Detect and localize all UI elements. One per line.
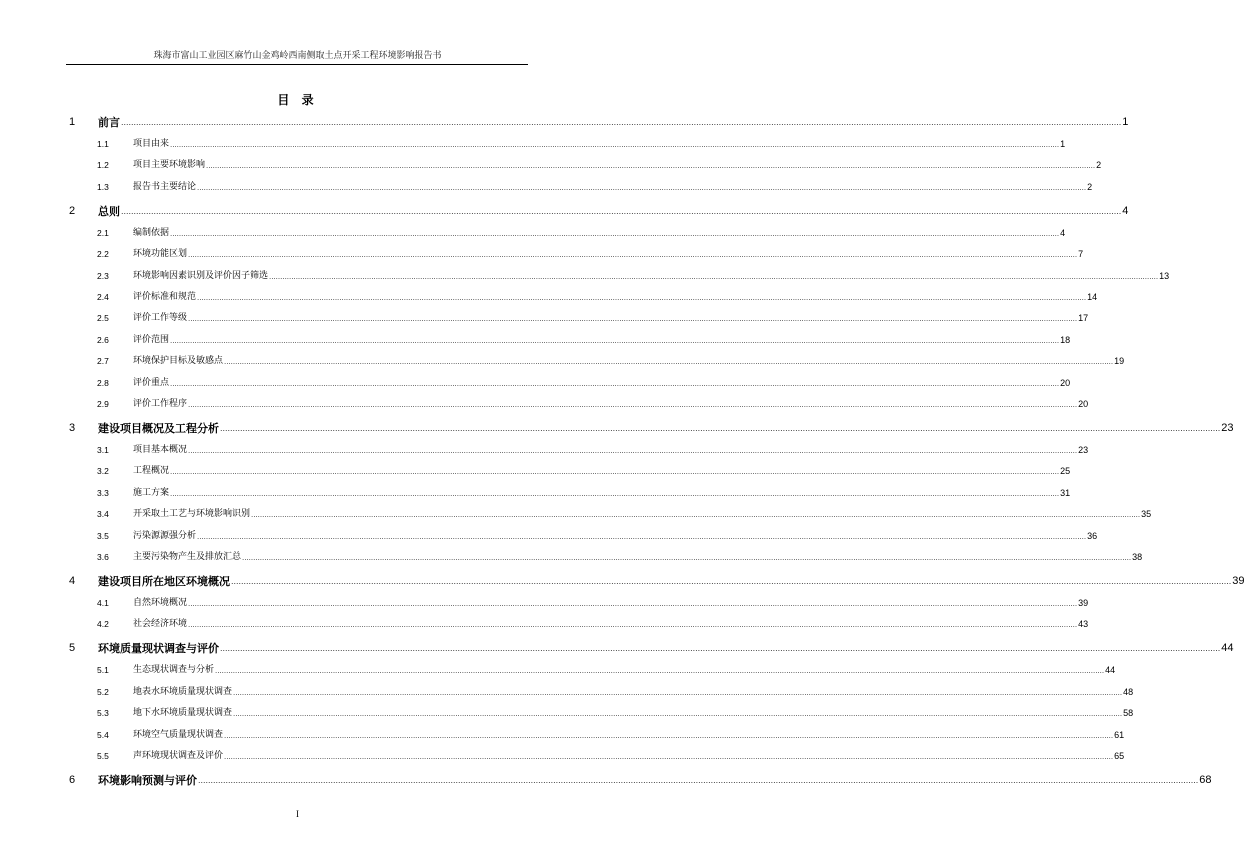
toc-section-entry[interactable] bbox=[97, 356, 1125, 367]
toc-section-entry[interactable] bbox=[97, 619, 1089, 630]
toc-entry-title: 编制依据 bbox=[133, 227, 170, 238]
toc-entry-title: 地下水环境质量现状调查 bbox=[133, 708, 233, 719]
toc-entry-title: 评价工作程序 bbox=[133, 399, 188, 409]
toc-entry-number: 3 bbox=[69, 422, 76, 434]
dot-leader: ................................................................................................................................................................................................................................................................................................................................................................................................................ bbox=[224, 752, 1114, 761]
toc-entry-title: 主要污染物产生及排放汇总 bbox=[133, 552, 242, 562]
toc-section-entry[interactable] bbox=[97, 509, 1152, 520]
toc-section-entry[interactable] bbox=[97, 160, 1102, 171]
toc-entry-page: 44 bbox=[1105, 665, 1116, 676]
dot-leader: ................................................................................................................................................................................................................................................................................................................................................................................................................ bbox=[220, 643, 1221, 654]
toc-entry-number: 2.6 bbox=[97, 334, 109, 345]
toc-entry-page: 20 bbox=[1078, 399, 1089, 409]
toc-entry-number: 6 bbox=[69, 774, 76, 786]
toc-entry-page: 43 bbox=[1078, 619, 1089, 630]
toc-entry-title: 生态现状调查与分析 bbox=[133, 665, 215, 676]
toc-entry-number: 3.4 bbox=[97, 509, 109, 520]
toc-entry-page: 25 bbox=[1060, 466, 1071, 477]
toc-entry-number: 4.2 bbox=[97, 619, 109, 630]
dot-leader: ................................................................................................................................................................................................................................................................................................................................................................................................................ bbox=[206, 161, 1096, 171]
toc-entry-number: 3.6 bbox=[97, 552, 109, 562]
dot-leader: ................................................................................................................................................................................................................................................................................................................................................................................................................ bbox=[220, 423, 1221, 433]
toc-entry-title: 社会经济环境 bbox=[133, 619, 188, 630]
dot-leader: ................................................................................................................................................................................................................................................................................................................................................................................................................ bbox=[121, 117, 1122, 127]
dot-leader: ................................................................................................................................................................................................................................................................................................................................................................................................................ bbox=[188, 400, 1078, 409]
toc-entry-number: 1 bbox=[69, 116, 76, 128]
toc-entry-title: 环境功能区划 bbox=[133, 249, 188, 260]
toc-entry-number: 2.4 bbox=[97, 292, 109, 302]
toc-section-entry[interactable] bbox=[97, 466, 1071, 477]
toc-entry-number: 1.3 bbox=[97, 181, 109, 192]
toc-section-entry[interactable] bbox=[97, 181, 1093, 193]
toc-entry-number: 5.5 bbox=[97, 751, 109, 761]
toc-entry-page: 2 bbox=[1087, 181, 1093, 192]
toc-entry-page: 23 bbox=[1078, 445, 1089, 455]
toc-entry-title: 环境影响预测与评价 bbox=[98, 774, 197, 787]
toc-entry-page: 58 bbox=[1123, 708, 1134, 719]
toc-entry-page: 38 bbox=[1132, 552, 1143, 562]
dot-leader: ................................................................................................................................................................................................................................................................................................................................................................................................................ bbox=[233, 687, 1123, 697]
dot-leader: ................................................................................................................................................................................................................................................................................................................................................................................................................ bbox=[233, 709, 1123, 719]
toc-entry-page: 19 bbox=[1114, 356, 1125, 367]
toc-entry-title: 工程概况 bbox=[133, 466, 170, 477]
dot-leader: ................................................................................................................................................................................................................................................................................................................................................................................................................ bbox=[197, 293, 1087, 302]
toc-entry-title: 环境空气质量现状调查 bbox=[133, 729, 224, 740]
toc-chapter-entry[interactable] bbox=[69, 575, 1244, 588]
toc-entry-title: 项目主要环境影响 bbox=[133, 160, 206, 171]
toc-entry-page: 13 bbox=[1159, 270, 1170, 281]
toc-entry-title: 自然环境概况 bbox=[133, 598, 188, 608]
toc-entry-page: 20 bbox=[1060, 377, 1071, 388]
toc-entry-title: 评价范围 bbox=[133, 334, 170, 345]
toc-entry-page: 48 bbox=[1123, 686, 1134, 697]
dot-leader: ................................................................................................................................................................................................................................................................................................................................................................................................................ bbox=[188, 599, 1078, 608]
toc-entry-page: 4 bbox=[1122, 204, 1129, 217]
toc-entry-page: 31 bbox=[1060, 487, 1071, 498]
dot-leader: ................................................................................................................................................................................................................................................................................................................................................................................................................ bbox=[170, 378, 1060, 388]
dot-leader: ................................................................................................................................................................................................................................................................................................................................................................................................................ bbox=[269, 271, 1159, 281]
toc-entry-page: 7 bbox=[1078, 249, 1084, 260]
dot-leader: ................................................................................................................................................................................................................................................................................................................................................................................................................ bbox=[170, 228, 1060, 238]
toc-entry-title: 施工方案 bbox=[133, 487, 170, 498]
toc-entry-number: 2.8 bbox=[97, 377, 109, 388]
toc-entry-number: 5.3 bbox=[97, 708, 109, 719]
toc-entry-title: 评价重点 bbox=[133, 377, 170, 388]
dot-leader: ................................................................................................................................................................................................................................................................................................................................................................................................................ bbox=[197, 182, 1087, 192]
toc-entry-number: 4 bbox=[69, 575, 76, 587]
dot-leader: ................................................................................................................................................................................................................................................................................................................................................................................................................ bbox=[170, 488, 1060, 498]
toc-section-entry[interactable] bbox=[97, 686, 1134, 698]
toc-chapter-entry[interactable] bbox=[69, 204, 1129, 218]
toc-entry-number: 2.3 bbox=[97, 270, 109, 281]
toc-entry-page: 17 bbox=[1078, 313, 1089, 324]
toc-entry-title: 报告书主要结论 bbox=[133, 181, 197, 192]
toc-entry-title: 总则 bbox=[98, 204, 120, 218]
toc-entry-title: 项目由来 bbox=[133, 139, 170, 149]
toc-section-entry[interactable] bbox=[97, 751, 1125, 762]
page-number: I bbox=[296, 809, 299, 819]
toc-entry-page: 4 bbox=[1060, 227, 1066, 238]
toc-entry-page: 18 bbox=[1060, 334, 1071, 345]
toc-section-entry[interactable] bbox=[97, 139, 1066, 150]
toc-section-entry[interactable] bbox=[97, 665, 1116, 676]
toc-entry-title: 开采取土工艺与环境影响识别 bbox=[133, 509, 251, 520]
toc-entry-page: 35 bbox=[1141, 509, 1152, 520]
running-header: 珠海市富山工业园区麻竹山金鸡岭西南侧取土点开采工程环境影响报告书 bbox=[153, 51, 442, 61]
toc-entry-title: 建设项目所在地区环境概况 bbox=[98, 575, 230, 588]
toc-entry-number: 2.2 bbox=[97, 249, 109, 260]
dot-leader: ................................................................................................................................................................................................................................................................................................................................................................................................................ bbox=[251, 510, 1141, 520]
toc-entry-number: 2.9 bbox=[97, 399, 109, 409]
toc-entry-title: 环境质量现状调查与评价 bbox=[98, 642, 219, 656]
toc-entry-title: 前言 bbox=[98, 116, 120, 129]
toc-entry-number: 1.2 bbox=[97, 160, 109, 171]
toc-entry-title: 污染源源强分析 bbox=[133, 530, 197, 541]
dot-leader: ................................................................................................................................................................................................................................................................................................................................................................................................................ bbox=[188, 314, 1078, 324]
toc-chapter-entry[interactable] bbox=[69, 116, 1129, 129]
toc-section-entry[interactable] bbox=[97, 729, 1125, 741]
toc-entry-page: 61 bbox=[1114, 729, 1125, 740]
toc-entry-number: 2 bbox=[69, 204, 76, 217]
toc-section-entry[interactable] bbox=[97, 334, 1071, 346]
toc-entry-page: 36 bbox=[1087, 530, 1098, 541]
toc-entry-page: 14 bbox=[1087, 292, 1098, 302]
toc-section-entry[interactable] bbox=[97, 552, 1143, 563]
toc-entry-page: 68 bbox=[1199, 774, 1212, 786]
toc-entry-title: 评价标准和规范 bbox=[133, 292, 197, 302]
toc-entry-title: 评价工作等级 bbox=[133, 313, 188, 324]
dot-leader: ................................................................................................................................................................................................................................................................................................................................................................................................................ bbox=[215, 666, 1105, 676]
toc-section-entry[interactable] bbox=[97, 377, 1071, 389]
toc-entry-page: 1 bbox=[1122, 116, 1129, 128]
toc-entry-page: 2 bbox=[1096, 160, 1102, 171]
toc-entry-number: 3.3 bbox=[97, 487, 109, 498]
dot-leader: ................................................................................................................................................................................................................................................................................................................................................................................................................ bbox=[231, 576, 1232, 586]
toc-entry-number: 5.2 bbox=[97, 686, 109, 697]
toc-section-entry[interactable] bbox=[97, 445, 1089, 456]
dot-leader: ................................................................................................................................................................................................................................................................................................................................................................................................................ bbox=[224, 357, 1114, 367]
toc-section-entry[interactable] bbox=[97, 227, 1066, 239]
toc-entry-page: 1 bbox=[1060, 139, 1066, 149]
toc-entry-title: 环境影响因素识别及评价因子筛选 bbox=[133, 270, 269, 281]
toc-section-entry[interactable] bbox=[97, 598, 1089, 609]
toc-entry-number: 4.1 bbox=[97, 598, 109, 608]
toc-entry-number: 2.7 bbox=[97, 356, 109, 367]
toc-entry-page: 44 bbox=[1221, 642, 1234, 655]
toc-entry-number: 5.4 bbox=[97, 729, 109, 740]
toc-entry-number: 5.1 bbox=[97, 665, 109, 676]
dot-leader: ................................................................................................................................................................................................................................................................................................................................................................................................................ bbox=[198, 775, 1199, 785]
toc-entry-number: 3.5 bbox=[97, 530, 109, 541]
dot-leader: ................................................................................................................................................................................................................................................................................................................................................................................................................ bbox=[197, 531, 1087, 541]
toc-entry-number: 3.1 bbox=[97, 445, 109, 455]
dot-leader: ................................................................................................................................................................................................................................................................................................................................................................................................................ bbox=[170, 335, 1060, 345]
toc-entry-number: 1.1 bbox=[97, 139, 109, 149]
dot-leader: ................................................................................................................................................................................................................................................................................................................................................................................................................ bbox=[121, 205, 1122, 216]
toc-entry-number: 3.2 bbox=[97, 466, 109, 477]
toc-entry-title: 建设项目概况及工程分析 bbox=[98, 422, 219, 435]
toc-entry-title: 环境保护目标及敏感点 bbox=[133, 356, 224, 367]
toc-entry-number: 5 bbox=[69, 642, 76, 655]
toc-entry-page: 39 bbox=[1078, 598, 1089, 608]
toc-title: 目 录 bbox=[277, 93, 318, 107]
toc-entry-page: 23 bbox=[1221, 422, 1234, 434]
dot-leader: ................................................................................................................................................................................................................................................................................................................................................................................................................ bbox=[170, 140, 1060, 149]
toc-entry-page: 39 bbox=[1232, 575, 1244, 587]
toc-entry-number: 2.1 bbox=[97, 227, 109, 238]
toc-entry-title: 声环境现状调查及评价 bbox=[133, 751, 224, 761]
toc-chapter-entry[interactable] bbox=[69, 774, 1212, 787]
toc-section-entry[interactable] bbox=[97, 399, 1089, 410]
toc-entry-title: 地表水环境质量现状调查 bbox=[133, 686, 233, 697]
toc-section-entry[interactable] bbox=[97, 292, 1098, 303]
toc-section-entry[interactable] bbox=[97, 708, 1134, 719]
dot-leader: ................................................................................................................................................................................................................................................................................................................................................................................................................ bbox=[188, 620, 1078, 630]
toc-entry-number: 2.5 bbox=[97, 313, 109, 324]
toc-entry-page: 65 bbox=[1114, 751, 1125, 761]
toc-section-entry[interactable] bbox=[97, 487, 1071, 499]
toc-chapter-entry[interactable] bbox=[69, 422, 1234, 435]
dot-leader: ................................................................................................................................................................................................................................................................................................................................................................................................................ bbox=[188, 446, 1078, 455]
toc-chapter-entry[interactable] bbox=[69, 642, 1234, 656]
toc-section-entry[interactable] bbox=[97, 530, 1098, 542]
toc-entry-title: 项目基本概况 bbox=[133, 445, 188, 455]
toc-section-entry[interactable] bbox=[97, 249, 1084, 260]
dot-leader: ................................................................................................................................................................................................................................................................................................................................................................................................................ bbox=[242, 553, 1132, 562]
toc-section-entry[interactable] bbox=[97, 270, 1170, 282]
dot-leader: ................................................................................................................................................................................................................................................................................................................................................................................................................ bbox=[188, 250, 1078, 260]
toc-section-entry[interactable] bbox=[97, 313, 1089, 324]
dot-leader: ................................................................................................................................................................................................................................................................................................................................................................................................................ bbox=[224, 730, 1114, 740]
dot-leader: ................................................................................................................................................................................................................................................................................................................................................................................................................ bbox=[170, 467, 1060, 477]
